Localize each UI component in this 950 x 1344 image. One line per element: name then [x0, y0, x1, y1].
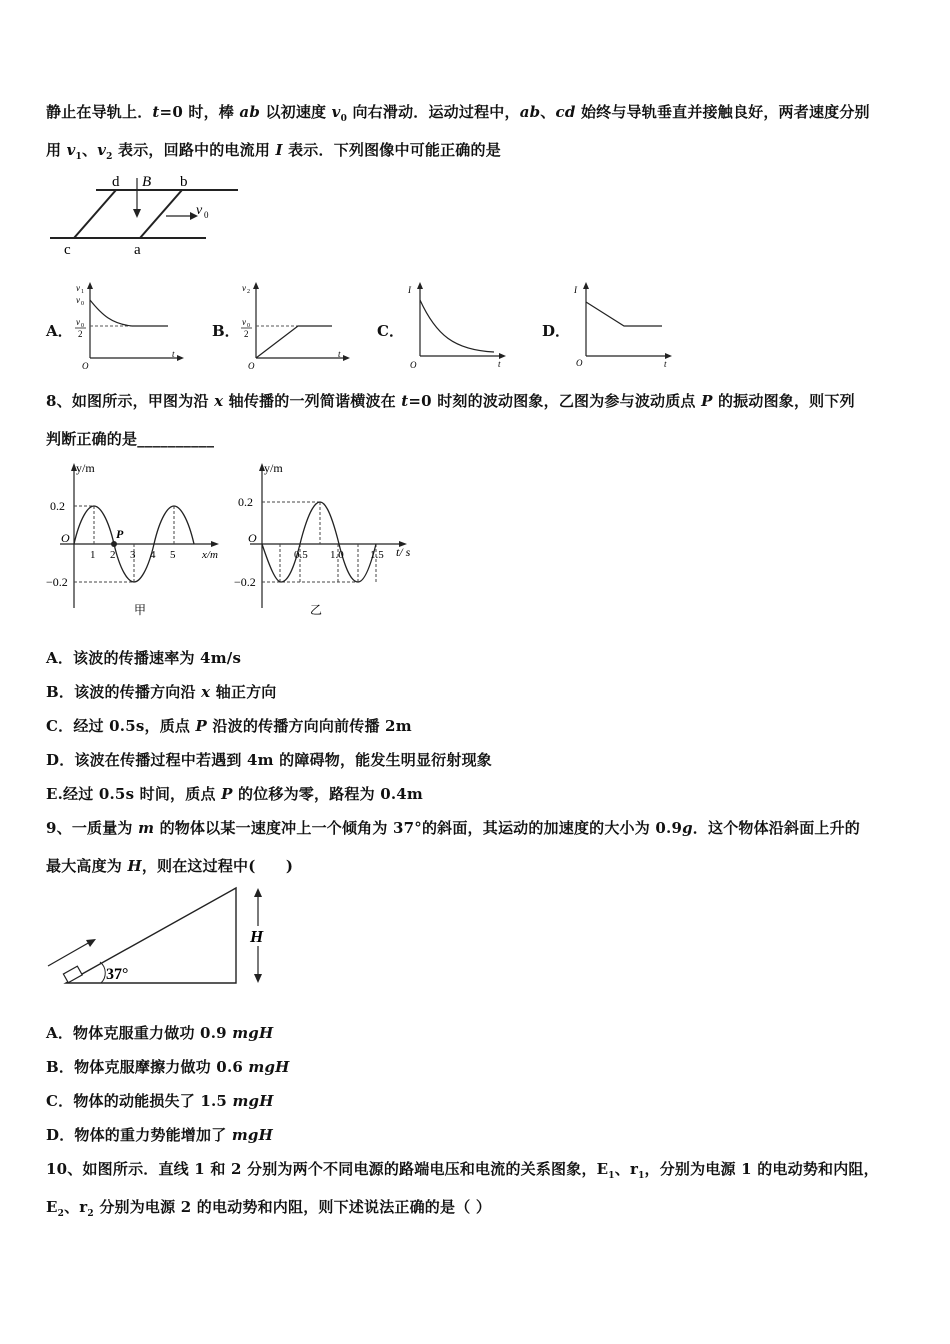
q7-option-A[interactable]: A． [46, 322, 73, 340]
svg-text:y/m: y/m [76, 461, 95, 475]
svg-text:v: v [76, 295, 80, 305]
label-b: b [180, 174, 188, 190]
q9-incline-figure [44, 880, 284, 995]
svg-text:O: O [410, 360, 417, 370]
svg-text:O: O [248, 531, 257, 545]
yi-caption: 乙 [310, 603, 323, 617]
svg-text:y/m: y/m [264, 461, 283, 475]
svg-text:v: v [76, 317, 80, 327]
q8-option-A[interactable]: A．该波的传播速率为 4m/s [46, 649, 242, 667]
angle-label: 37° [106, 966, 129, 983]
label-d: d [112, 174, 120, 190]
q10-stem-line1: 10、如图所示．直线 1 和 2 分别为两个不同电源的路端电压和电流的关系图象，$E_1$、$r_1$，分别为电源 1 的电动势和内阻， [46, 1160, 879, 1181]
svg-text:1.5: 1.5 [370, 549, 384, 561]
q8-option-E[interactable]: E.经过 0.5s 时间，质点 P 的位移为零，路程为 0.4m [46, 785, 423, 803]
svg-text:0: 0 [81, 323, 84, 329]
svg-text:t: t [338, 349, 341, 359]
svg-text:t: t [498, 359, 501, 369]
svg-text:5: 5 [170, 549, 176, 561]
svg-text:1.0: 1.0 [330, 549, 344, 561]
svg-text:v: v [242, 283, 246, 293]
q10-stem-line2: $E_2$、$r_2$ 分别为电源 2 的电动势和内阻，则下述说法正确的是（ ） [46, 1198, 492, 1219]
svg-text:x/m: x/m [202, 549, 218, 561]
svg-text:O: O [248, 361, 255, 370]
svg-text:t: t [664, 359, 667, 369]
svg-text:P: P [116, 527, 124, 541]
svg-text:0.5: 0.5 [294, 549, 308, 561]
motion-arrow [48, 942, 90, 966]
svg-text:3: 3 [130, 549, 136, 561]
svg-text:2: 2 [78, 329, 83, 339]
q8-option-C[interactable]: C．经过 0.5s，质点 P 沿波的传播方向向前传播 2m [46, 717, 412, 735]
q8-stem-line1: 8、如图所示，甲图为沿 x 轴传播的一列简谐横波在 t=0 时刻的波动图象，乙图为参与波动质点 P 的振动图象，则下列 [46, 392, 855, 410]
label-a: a [134, 242, 141, 258]
q9-option-B[interactable]: B．物体克服摩擦力做功 0.6 mgH [46, 1058, 290, 1076]
svg-text:0: 0 [81, 301, 84, 307]
q7-graph-B [238, 280, 353, 370]
q9-option-A[interactable]: A．物体克服重力做功 0.9 mgH [46, 1024, 274, 1042]
q7-stem-line2: 用 $v_1$、$v_2$ 表示，回路中的电流用 I 表示．下列图像中可能正确的是 [46, 141, 501, 162]
svg-text:O: O [82, 361, 89, 370]
jia-caption: 甲 [134, 603, 147, 617]
svg-text:t/ s: t/ s [396, 545, 411, 559]
field-arrowhead [133, 209, 141, 218]
point-P [111, 541, 117, 547]
svg-text:0.2: 0.2 [50, 499, 65, 513]
q9-option-C[interactable]: C．物体的动能损失了 1.5 mgH [46, 1092, 274, 1110]
height-label: H [250, 927, 264, 946]
q8-option-D[interactable]: D．该波在传播过程中若遇到 4m 的障碍物，能发生明显衍射现象 [46, 751, 492, 769]
svg-text:v: v [76, 283, 80, 293]
incline-triangle [66, 888, 236, 983]
rod-cd [74, 190, 116, 238]
q8-stem-line2: 判断正确的是__________ [46, 430, 215, 448]
svg-text:v: v [242, 317, 246, 327]
graph-C-curve [420, 300, 494, 352]
label-v0: v [196, 203, 203, 218]
rod-ab [140, 190, 182, 238]
q7-graph-A [72, 280, 187, 370]
svg-text:2: 2 [247, 289, 250, 295]
svg-text:0: 0 [247, 323, 250, 329]
svg-text:0.2: 0.2 [238, 495, 253, 509]
q9-stem-line1: 9、一质量为 m 的物体以某一速度冲上一个倾角为 37°的斜面，其运动的加速度的大小为 0.9g．这个物体沿斜面上升的 [46, 819, 860, 837]
block [63, 966, 82, 983]
svg-text:I: I [408, 285, 411, 295]
q7-option-D[interactable]: D． [542, 322, 571, 340]
q9-stem-line2: 最大高度为 H，则在这过程中( ) [46, 857, 294, 875]
label-v0-sub: 0 [204, 210, 209, 220]
graph-D-curve [586, 302, 662, 326]
label-c: c [64, 242, 71, 258]
svg-text:1: 1 [90, 549, 96, 561]
graph-B-curve [256, 326, 332, 358]
q8-option-B[interactable]: B．该波的传播方向沿 x 轴正方向 [46, 683, 277, 701]
svg-text:−0.2: −0.2 [234, 575, 256, 589]
q7-stem-line1: 静止在导轨上．t=0 时，棒 ab 以初速度 $v_0$ 向右滑动．运动过程中，ab、cd 始终与导轨垂直并接触良好，两者速度分别 [46, 103, 870, 124]
svg-text:1: 1 [81, 289, 84, 295]
svg-text:O: O [61, 531, 70, 545]
svg-text:2: 2 [110, 549, 116, 561]
q7-option-C[interactable]: C． [377, 322, 404, 340]
label-B: B [142, 174, 152, 190]
q7-graph-D [568, 280, 683, 370]
svg-text:O: O [576, 358, 583, 368]
q7-rails-figure [46, 170, 246, 260]
q7-option-B[interactable]: B． [212, 322, 240, 340]
svg-text:4: 4 [150, 549, 156, 561]
svg-text:I: I [574, 285, 577, 295]
q7-graph-C [402, 280, 517, 370]
yi-wave [262, 502, 376, 582]
graph-A-curve [90, 300, 168, 326]
q8-figure-jia [44, 458, 234, 620]
q8-figure-yi [230, 458, 430, 620]
svg-text:2: 2 [244, 329, 249, 339]
svg-text:−0.2: −0.2 [46, 575, 68, 589]
svg-text:t: t [172, 349, 175, 359]
q9-option-D[interactable]: D．物体的重力势能增加了 mgH [46, 1126, 273, 1144]
